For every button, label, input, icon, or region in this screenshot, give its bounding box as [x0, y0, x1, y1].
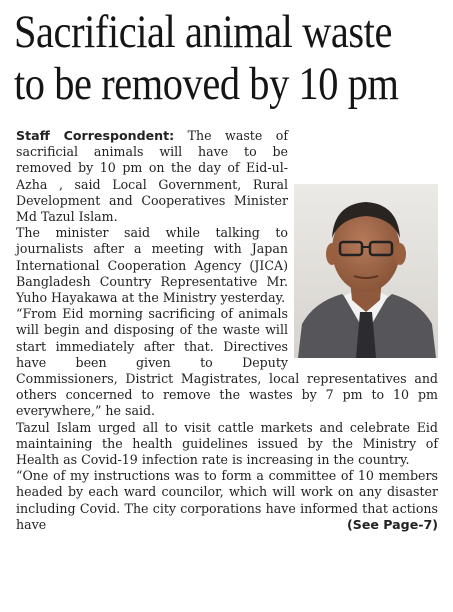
portrait-image [294, 184, 438, 358]
continued-reference: (See Page-7) [347, 516, 438, 532]
headline-line-2: to be removed by 10 pm [14, 58, 399, 110]
headline [14, 6, 399, 110]
lead-text: The waste of sacrificial animals will have to be removed by 10 pm on the day of Eid-ul-Azha , said Local Government, Rural Development and Cooperatives Minister Md Tazul Islam. [16, 128, 288, 225]
minister-photo [294, 184, 438, 358]
paragraph-4: Tazul Islam urged all to visit cattle markets and celebrate Eid maintaining the health guidelines issued by the Ministry of Health as Covid-19 infection rate is increasing in the country. [16, 419, 438, 468]
paragraph-3: “From Eid morning sacrificing of animals will begin and disposing of the waste will start immediately after that. Directives have been given to Deputy Commissioners, District Magistrates, local representatives and others concerned to remove the wastes by 7 pm to 10 pm everywhere,” he said. [16, 306, 438, 419]
byline: Staff Correspondent: [16, 128, 175, 143]
article-body [16, 128, 438, 533]
paragraph-2: The minister said while talking to journalists after a meeting with Japan International Cooperation Agency (JICA) Bangladesh Country Representative Mr. Yuho Hayakawa at the Ministry yesterday. [16, 225, 288, 306]
paragraph-5-text: “One of my instructions was to form a committee of 10 members headed by each ward councilor, which will work on any disaster including Covid. The city corporations have informed that actions have [16, 468, 438, 532]
paragraph-5 [16, 468, 438, 533]
headline-line-1: Sacrificial animal waste [14, 6, 392, 58]
